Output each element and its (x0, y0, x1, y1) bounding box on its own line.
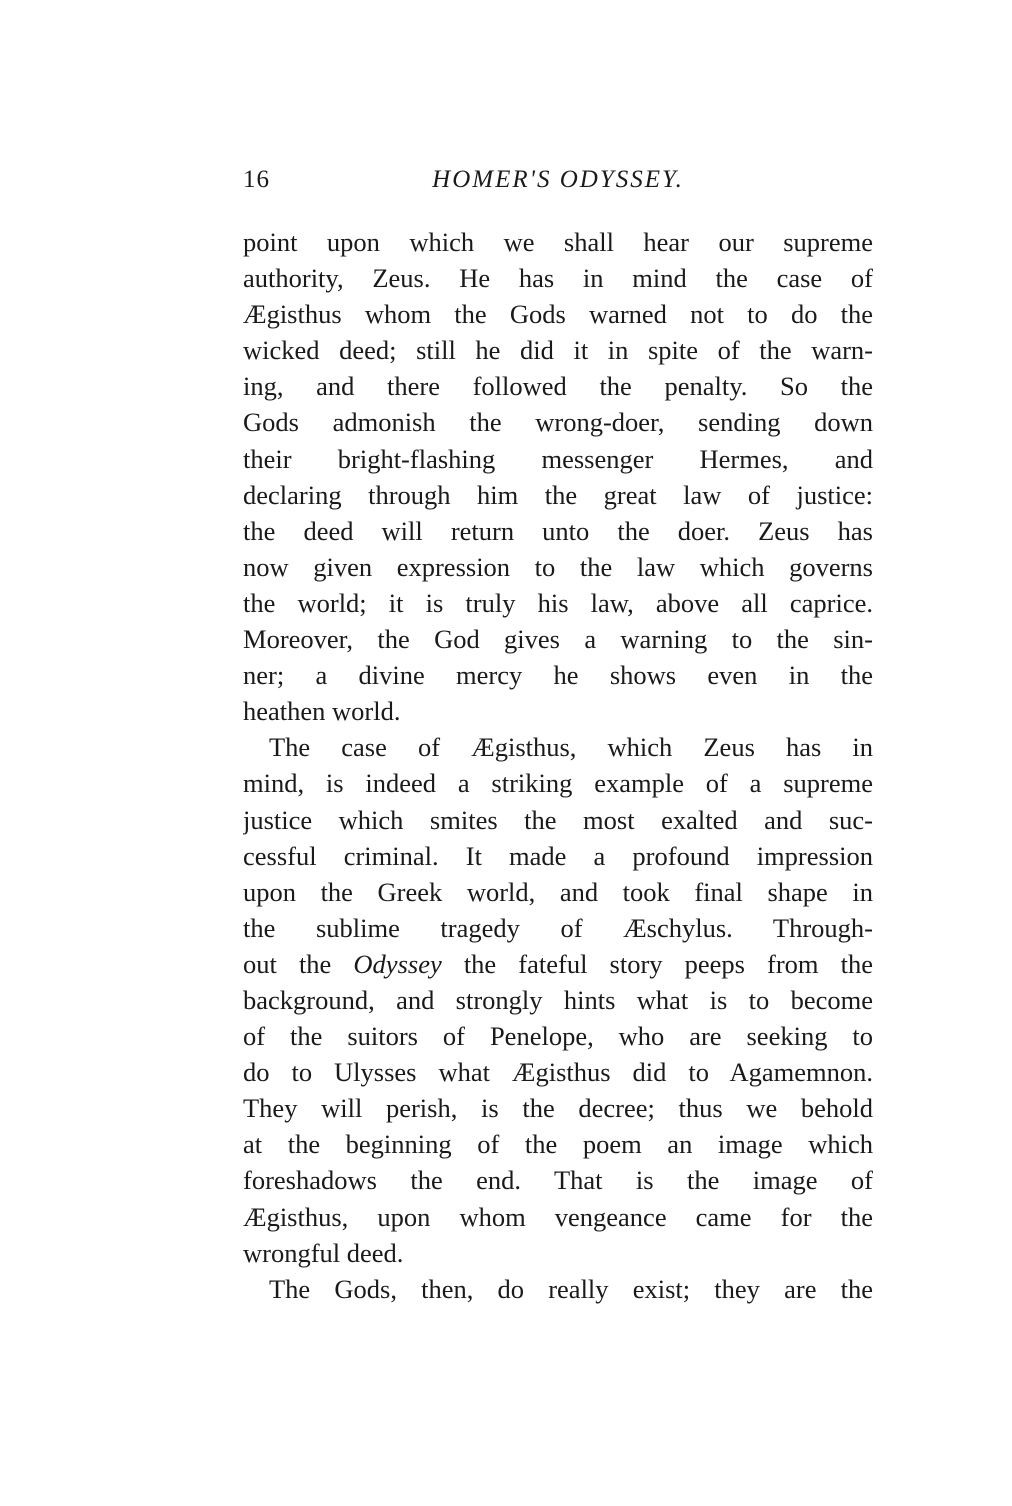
text-line: justice which smites the most exalted and suc- (243, 804, 873, 835)
text-line: declaring through him the great law of justice: (243, 479, 873, 510)
text-line: ing, and there followed the penalty. So the (243, 371, 873, 402)
text-line: Gods admonish the wrong-doer, sending down (243, 407, 873, 438)
text-line: Moreover, the God gives a warning to the sin- (243, 624, 873, 655)
text-line: out the Odyssey the fateful story peeps from the (243, 948, 873, 979)
text-line: wicked deed; still he did it in spite of the warn- (243, 335, 873, 366)
text-line: background, and strongly hints what is to become (243, 984, 873, 1015)
text-line: cessful criminal. It made a profound impression (243, 840, 873, 871)
text-line: their bright-flashing messenger Hermes, and (243, 443, 873, 474)
text-line: The case of Ægisthus, which Zeus has in (269, 732, 873, 763)
paragraph-3 (243, 1271, 873, 1307)
book-title-italic: Odyssey (353, 948, 442, 979)
text-line: foreshadows the end. That is the image of (243, 1165, 873, 1196)
text-line: Ægisthus, upon whom vengeance came for the (243, 1201, 873, 1232)
body-text (243, 224, 873, 1307)
text-line: do to Ulysses what Ægisthus did to Agamemnon. (243, 1057, 873, 1088)
text-line: the sublime tragedy of Æschylus. Through- (243, 912, 873, 943)
text-line: upon the Greek world, and took final shape in (243, 876, 873, 907)
text-line: of the suitors of Penelope, who are seeking to (243, 1021, 873, 1052)
text-line: the deed will return unto the doer. Zeus has (243, 515, 873, 546)
page-number: 16 (243, 166, 270, 193)
text-line: They will perish, is the decree; thus we behold (243, 1093, 873, 1124)
text-line: ner; a divine mercy he shows even in the (243, 660, 873, 691)
text-line: now given expression to the law which governs (243, 551, 873, 582)
paragraph-1 (243, 224, 873, 729)
text-line: The Gods, then, do really exist; they are the (269, 1273, 873, 1304)
text-line: wrongful deed. (243, 1237, 404, 1268)
text-line: mind, is indeed a striking example of a supreme (243, 768, 873, 799)
running-title: HOMER'S ODYSSEY. (432, 166, 684, 193)
running-head (243, 166, 873, 202)
text-line: the world; it is truly his law, above all caprice. (243, 587, 873, 618)
paragraph-2 (243, 729, 873, 1270)
text-line: heathen world. (243, 696, 401, 727)
text-line: authority, Zeus. He has in mind the case of (243, 263, 873, 294)
text-line: point upon which we shall hear our supreme (243, 227, 873, 257)
text-line: at the beginning of the poem an image which (243, 1129, 873, 1160)
text-line: Ægisthus whom the Gods warned not to do the (243, 299, 873, 330)
